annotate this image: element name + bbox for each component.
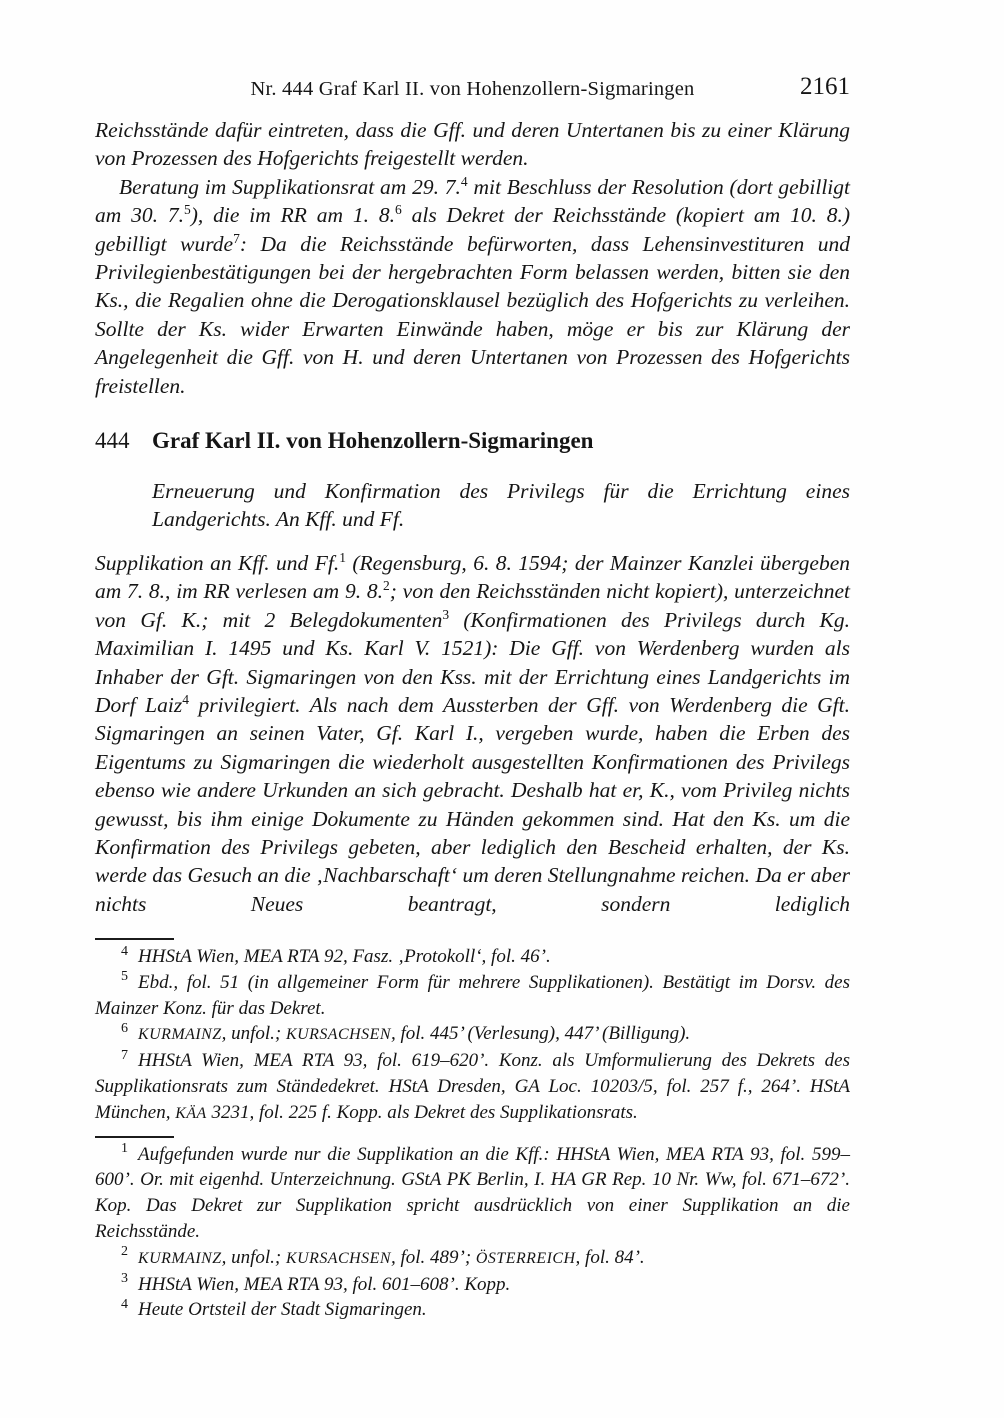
paragraph-carryover-1: Reichsstände dafür eintreten, dass die Gff. und deren Untertanen bis zu einer Klärung von Prozessen des Hofgerichts freigestellt werden. [95, 118, 850, 171]
footnote [95, 1048, 850, 1126]
footnote [95, 1297, 850, 1323]
entry-subtitle: Erneuerung und Konfirmation des Privilegs für die Errichtung eines Landgerichts. An Kff. und Ff. [152, 479, 850, 532]
carryover-summary [95, 116, 850, 400]
footnote-number: 4 [121, 943, 128, 959]
footnote [95, 970, 850, 1022]
footnote-ref: 2 [382, 578, 390, 594]
footnote-text: HHStA Wien, MEA RTA 93, fol. 601–608’. Kopp. [138, 1273, 511, 1295]
footnote-ref: 3 [442, 606, 450, 622]
footnote-text: HHStA Wien, MEA RTA 92, Fasz. ‚Protokoll‘, fol. 46’. [138, 946, 551, 967]
footnote-ref: 4 [182, 691, 189, 707]
footnote-number: 3 [121, 1271, 128, 1287]
footnote-ref: 6 [395, 202, 402, 218]
footnote [95, 944, 850, 970]
running-title: Nr. 444 Graf Karl II. von Hohenzollern-Sigmaringen [250, 78, 695, 100]
archive-name: KURSACHSEN [286, 1026, 391, 1044]
footnote-block-b [95, 1142, 850, 1324]
entry-heading [95, 428, 850, 454]
footnote [95, 1142, 850, 1245]
page-header [95, 73, 850, 101]
footnote-number: 5 [121, 969, 128, 985]
footnote-number: 1 [121, 1141, 128, 1157]
entry-body: Supplikation an Kff. und Ff.$^1$ (Regensburg, 6. 8. 1594; der Mainzer Kanzlei übergeben am 7. 8., im RR verlesen am 9. 8.$^2$; von den Reichsständen nicht kopiert), unterzeichnet von Gf. K.; mit 2 Belegdokumenten$^3$ (Konfirmationen des Privilegs durch Kg. Maximilian I. 1495 und Ks. Karl V. 1521): Die Gff. von Werdenberg wurden als Inhaber der Gft. Sigmaringen von den Kss. mit der Errichtung eines Landgerichts im Dorf Laiz$^4$ privilegiert. Als nach dem Aussterben der Gff. von Werdenberg die Gft. Sigmaringen an seinen Vater, Gf. Karl I., vergeben wurde, haben die Erben des Eigentums zu Sigmaringen die wiederholt ausgestellten Konfirmationen des Privilegs ebenso wie andere Urkunden an sich gebracht. Deshalb hat er, K., vom Privileg nichts gewusst, bis ihm einige Dokumente zu Händen gekommen sind. Hat den Ks. um die Konfirmation des Privilegs gebeten, aber lediglich den Bescheid erhalten, der Ks. werde das Gesuch an die ‚Nachbarschaft‘ um deren Stellungnahme reichen. Da er aber nichts Neues beantragt, sondern lediglich [95, 549, 851, 916]
footnote-number: 2 [121, 1244, 128, 1260]
footnote-ref: 4 [460, 173, 468, 189]
footnote-number: 6 [121, 1021, 128, 1037]
footnotes-area [95, 938, 850, 1323]
footnote-ref: 7 [233, 230, 240, 246]
entry-number: 444 [95, 428, 130, 453]
archive-name: KURMAINZ [138, 1249, 222, 1267]
archive-name: ÖSTERREICH [475, 1249, 576, 1267]
entry-title: Graf Karl II. von Hohenzollern-Sigmaringen [152, 428, 594, 453]
footnote [95, 1245, 850, 1272]
footnote-text: KURMAINZ, unfol.; KURSACHSEN, fol. 489’; ÖSTERREICH, fol. 84’. [138, 1246, 645, 1268]
page-number: 2161 [800, 73, 850, 100]
footnote-separator [95, 1136, 174, 1138]
footnote-text: Ebd., fol. 51 (in allgemeiner Form für mehrere Supplikationen). Bestätigt im Dorsv. des Mainzer Konz. für das Dekret. [95, 971, 850, 1019]
footnote-separator [95, 938, 174, 940]
footnote [95, 1021, 850, 1048]
footnote-ref: 1 [339, 549, 346, 565]
footnote-ref: 5 [184, 202, 191, 218]
footnote-number: 7 [121, 1047, 128, 1063]
footnote [95, 1272, 850, 1298]
footnote-number: 4 [121, 1297, 128, 1313]
footnote-text: KURMAINZ, unfol.; KURSACHSEN, fol. 445’ (Verlesung), 447’ (Billigung). [138, 1023, 691, 1045]
footnote-text: HHStA Wien, MEA RTA 93, fol. 619–620’. Konz. als Umformulierung des Dekrets des Supplikationsrats zum Ständedekret. HStA Dresden, GA Loc. 10203/5, fol. 257 f., 264’. HStA München, KÄA 3231, fol. 225 f. Kopp. als Dekret des Supplikationsrats. [95, 1050, 850, 1123]
archive-name: KÄA [175, 1104, 207, 1122]
archive-name: KURMAINZ [138, 1026, 222, 1044]
footnote-text: Heute Ortsteil der Stadt Sigmaringen. [138, 1299, 427, 1321]
paragraph-carryover-2: Beratung im Supplikationsrat am 29. 7.$^4$ mit Beschluss der Resolution (dort gebilligt am 30. 7.$^5$), die im RR am 1. 8.$^6$ als Dekret der Reichsstände (kopiert am 10. 8.) gebilligt wurde$^7$: Da die Reichsstände befürworten, dass Lehensinvestituren und Privilegienbestätigungen bei der hergebrachten Form belassen werden, bitten sie den Ks., die Regalien ohne die Derogationsklausel bezüglich des Hofgerichts zu verleihen. Sollte der Ks. wider Erwarten Einwände haben, möge er bis zur Klärung der Angelegenheit die Gff. von H. und deren Untertanen von Prozessen des Hofgerichts freistellen. [95, 173, 851, 398]
archive-name: KURSACHSEN [286, 1249, 391, 1267]
footnote-text: Aufgefunden wurde nur die Supplikation an die Kff.: HHStA Wien, MEA RTA 93, fol. 599–600’. Or. mit eigenhd. Unterzeichnung. GStA PK Berlin, I. HA GR Rep. 10 Nr. Ww, fol. 671–672’. Kop. Das Dekret zur Supplikation spricht ausdrücklich von einer Supplikation an die Reichsstände. [95, 1143, 850, 1242]
footnote-block-a [95, 944, 850, 1127]
